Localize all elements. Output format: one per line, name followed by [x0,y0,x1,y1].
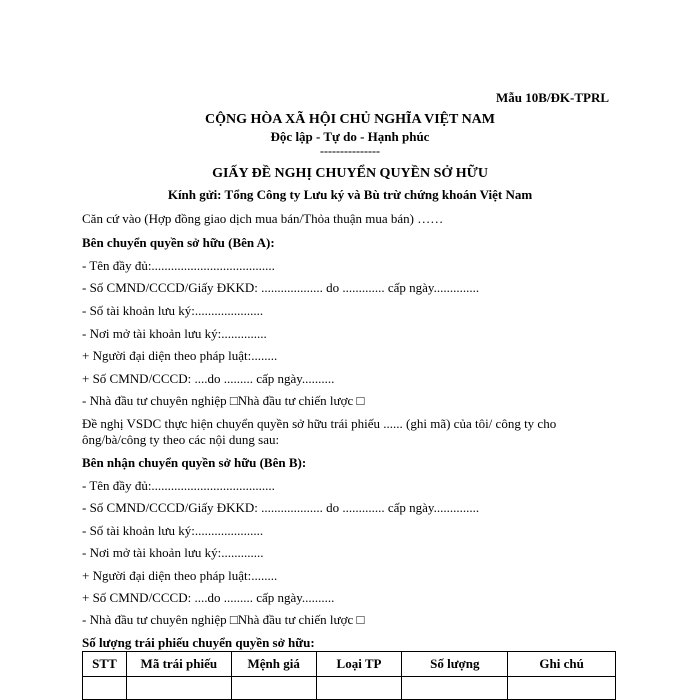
party-b-legal-representative: + Người đại diện theo pháp luật:........ [82,568,278,583]
table-header-row [83,652,616,677]
nation-title: CỘNG HÒA XÃ HỘI CHỦ NGHĨA VIỆT NAM [204,112,495,127]
form-code: Mẫu 10B/ĐK-TPRL [496,90,610,105]
table-cell [83,677,127,700]
party-b-full-name: - Tên đầy đủ:...................................... [82,478,275,493]
column-header-quantity: Số lượng [402,652,508,677]
table-cell [316,677,402,700]
column-header-par-value: Mệnh giá [231,652,316,677]
party-a-heading: Bên chuyển quyền sở hữu (Bên A): [82,235,275,250]
request-line-2: ông/bà/công ty theo các nội dung sau: [82,432,280,447]
column-header-bond-type: Loại TP [316,652,402,677]
party-a-account-location: - Nơi mở tài khoản lưu ký:.............. [82,326,267,341]
column-header-bond-code: Mã trái phiếu [126,652,231,677]
document-title: GIẤY ĐỀ NGHỊ CHUYỂN QUYỀN SỞ HỮU [212,166,488,181]
column-header-stt: STT [83,652,127,677]
separator: --------------- [320,144,380,158]
motto: Độc lập - Tự do - Hạnh phúc [270,129,430,144]
party-a-investor-type: - Nhà đầu tư chuyên nghiệp □Nhà đầu tư chiến lược □ [82,393,365,408]
party-b-account-location: - Nơi mở tài khoản lưu ký:............. [82,545,264,560]
party-a-depository-account: - Số tài khoản lưu ký:..................... [82,303,264,318]
party-a-representative-id: + Số CMND/CCCD: ....do ......... cấp ngày.......... [82,371,335,386]
table-cell [402,677,508,700]
table-cell [508,677,616,700]
party-a-id-number: - Số CMND/CCCD/Giấy ĐKKD: ................... do ............. cấp ngày.............. [82,280,480,295]
party-b-id-number: - Số CMND/CCCD/Giấy ĐKKD: ................... do ............. cấp ngày.............. [82,500,480,515]
quantity-heading: Số lượng trái phiếu chuyển quyền sở hữu: [82,635,315,650]
party-b-depository-account: - Số tài khoản lưu ký:..................... [82,523,264,538]
party-b-representative-id: + Số CMND/CCCD: ....do ......... cấp ngày.......... [82,590,335,605]
column-header-notes: Ghi chú [508,652,616,677]
party-b-heading: Bên nhận chuyển quyền sở hữu (Bên B): [82,455,307,470]
basis-line: Căn cứ vào (Hợp đồng giao dịch mua bán/Thỏa thuận mua bán) …… [82,211,444,226]
table-cell [126,677,231,700]
party-b-investor-type: - Nhà đầu tư chuyên nghiệp □Nhà đầu tư chiến lược □ [82,612,365,627]
table-cell [231,677,316,700]
recipient: Kính gửi: Tổng Công ty Lưu ký và Bù trừ chứng khoán Việt Nam [167,187,533,202]
bond-transfer-table [82,651,616,700]
party-a-full-name: - Tên đầy đủ:...................................... [82,258,275,273]
request-line-1: Đề nghị VSDC thực hiện chuyển quyền sở hữu trái phiếu ...... (ghi mã) của tôi/ công ty cho [82,416,557,431]
party-a-legal-representative: + Người đại diện theo pháp luật:........ [82,348,278,363]
table-row [83,677,616,700]
